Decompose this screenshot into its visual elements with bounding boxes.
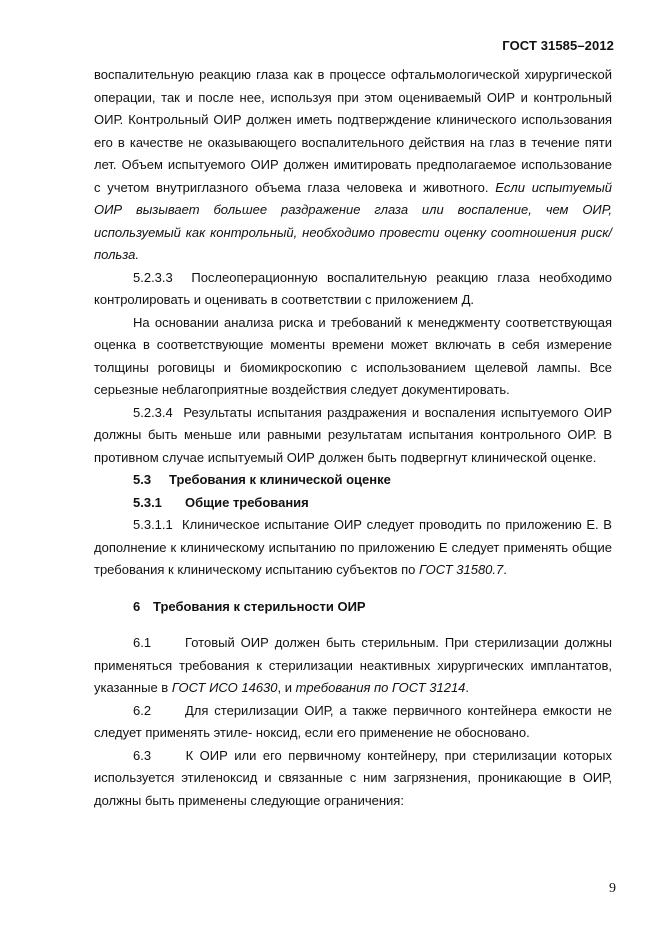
page-number: 9 (609, 881, 616, 896)
clause-number: 5.2.3.4 (133, 404, 173, 420)
paragraph-italic-text: Если испытуемый ОИР вызывает большее раздражение глаза или воспаление, чем ОИР, используемый как контрольный, необходимо провести оценку соотношения риск/польза. (94, 179, 612, 262)
clause-number: 6.3 (133, 747, 152, 763)
clause-number: 6.2 (133, 702, 152, 718)
paragraph-5-2-3-4 (94, 402, 612, 470)
paragraph-text: воспалительную реакцию глаза как в процессе офтальмологической хирургической операции, так и после нее, используя при этом оцениваемый ОИР и контрольный ОИР. Контрольный ОИР должен иметь подтверждение клинического использования его в качестве не оказывающего воспалительного действия на глаз в течение пяти лет. Объем испытуемого ОИР должен имитировать предполагаемое использование с учетом внутриглазного объема глаза человека и животного. (94, 67, 612, 195)
paragraph-text: К ОИР или его первичному контейнеру, при стерилизации которых используется этиленоксид и связанные с ним загрязнения, проникающие в ОИР, должны быть применены следующие ограничения: (94, 747, 612, 808)
paragraph-6-2 (94, 700, 612, 745)
paragraph-text: Послеоперационную воспалительную реакцию глаза необходимо контролировать и оценивать в соответствии с приложением Д. (94, 269, 612, 307)
paragraph-end: . (465, 680, 470, 695)
paragraph-text: Для стерилизации ОИР, а также первичного контейнера емкости не следует применять этиле- ноксид, если его применение не обосновано. (94, 702, 612, 740)
paragraph-text-mid: , и (277, 680, 293, 695)
paragraph-text: Клиническое испытание ОИР следует проводить по приложению Е. В дополнение к клиническому испытанию по приложению Е следует применять общие требования к клиническому испытанию субъектов по (94, 517, 612, 577)
section-number: 5.3.1 (133, 494, 162, 510)
section-title: Требования к стерильности ОИР (153, 598, 366, 614)
section-heading-5-3-1 (94, 492, 612, 515)
standard-reference: ГОСТ 31580.7 (419, 562, 504, 577)
section-title: Требования к клинической оценке (169, 472, 391, 487)
standard-reference: требования по ГОСТ 31214 (295, 680, 466, 695)
clause-number: 5.2.3.3 (133, 269, 173, 285)
paragraph-text: Готовый ОИР должен быть стерильным. При стерилизации должны применяться требования к стерилизации неактивных хирургических имплантатов, указанные в (94, 635, 612, 695)
document-body (94, 64, 612, 812)
section-number: 5.3 (133, 472, 152, 487)
paragraph-inflammation (94, 64, 612, 267)
section-heading-6 (94, 596, 612, 619)
standard-reference: ГОСТ ИСО 14630 (171, 680, 278, 695)
section-title: Общие требования (185, 494, 309, 510)
paragraph-5-3-1-1 (94, 514, 612, 582)
section-heading-5-3 (94, 469, 612, 492)
section-number: 6 (133, 598, 141, 614)
standard-header: ГОСТ 31585–2012 (502, 38, 614, 53)
paragraph-end: . (503, 562, 507, 577)
paragraph-6-3 (94, 745, 612, 813)
paragraph-text: На основании анализа риска и требований к менеджменту соответствующая оценка в соответствующие моменты времени может включать в себя измерение толщины роговицы и биомикроскопию с использованием щелевой лампы. Все серьезные неблагоприятные воздействия следует документировать. (94, 314, 612, 397)
paragraph-risk-analysis (94, 312, 612, 402)
paragraph-6-1 (94, 632, 612, 700)
clause-number: 6.1 (133, 635, 152, 650)
paragraph-5-2-3-3 (94, 267, 612, 312)
paragraph-text: Результаты испытания раздражения и воспаления испытуемого ОИР должны быть меньше или равными результатам испытания контрольного ОИР. В противном случае испытуемый ОИР должен быть подвергнут клинической оценке. (94, 404, 612, 465)
clause-number: 5.3.1.1 (133, 517, 173, 532)
